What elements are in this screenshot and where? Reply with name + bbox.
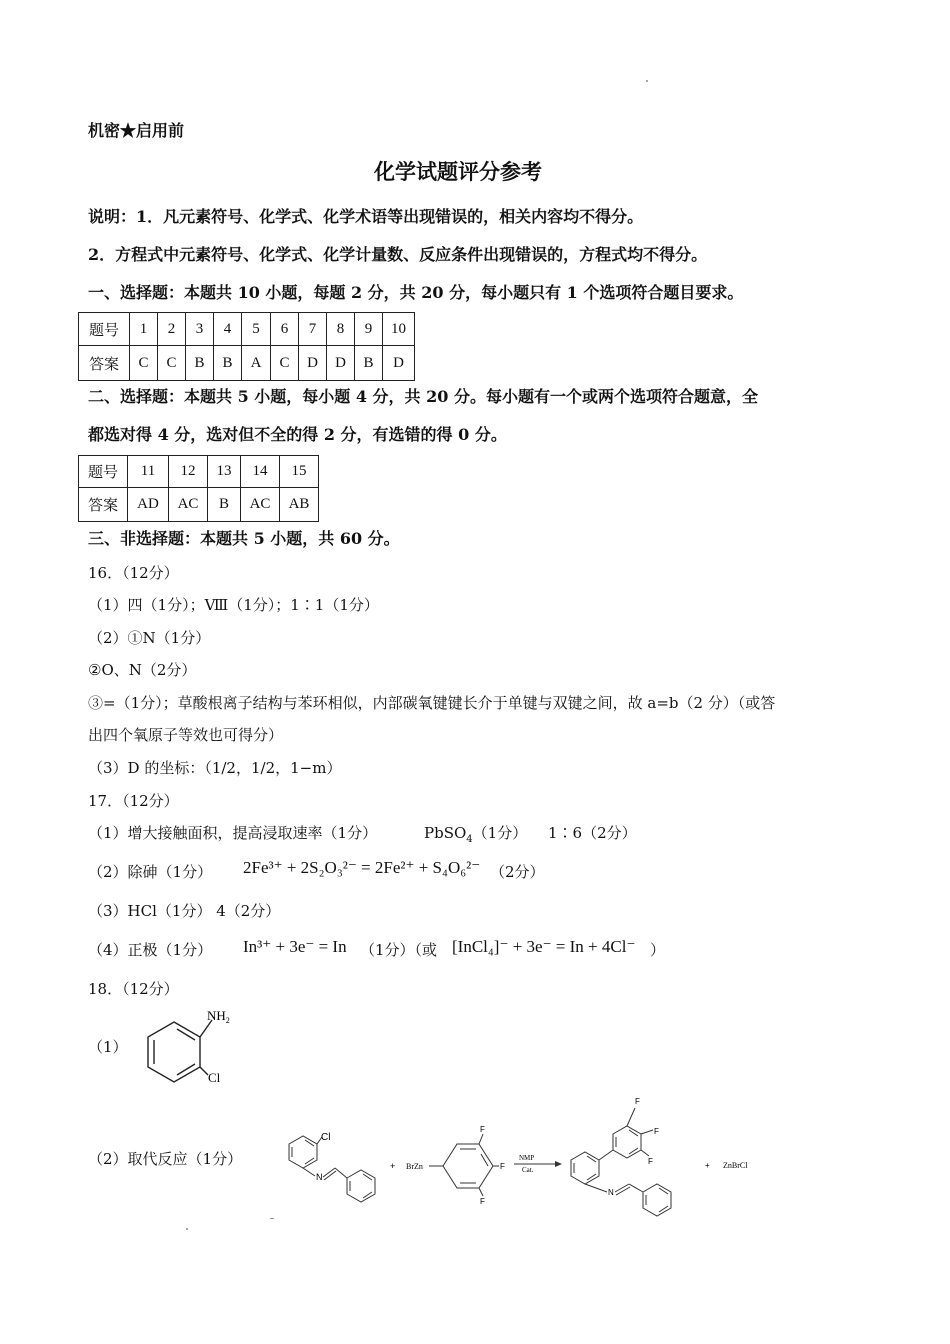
scan-dot — [186, 1228, 188, 1230]
answer-cell: A — [242, 346, 271, 381]
q16-part1: （1）四（1分）；Ⅷ（1分）；1∶1（1分） — [88, 596, 379, 614]
scan-dot — [646, 80, 648, 82]
section1-heading: 一、选择题：本题共 10 小题，每题 2 分，共 20 分，每小题只有 1 个选项符合题目要求。 — [88, 283, 744, 302]
svg-text:F: F — [500, 1162, 505, 1171]
plus-sign: + — [705, 1161, 710, 1170]
q17-equation-3: [InCl₄]⁻ + 3e⁻ = In + 4Cl⁻ — [452, 937, 636, 956]
svg-text:F: F — [648, 1157, 653, 1166]
q16-title: 16．（12分） — [88, 564, 179, 582]
answer-cell: D — [327, 346, 355, 381]
question-number: 6 — [271, 313, 299, 346]
question-number: 5 — [242, 313, 271, 346]
question-number: 9 — [355, 313, 383, 346]
svg-text:F: F — [480, 1197, 485, 1206]
section2-heading-line2: 都选对得 4 分，选对但不全的得 2 分，有选错的得 0 分。 — [88, 425, 507, 444]
answer-cell: C — [271, 346, 299, 381]
byproduct-label: ZnBrCl — [723, 1161, 748, 1170]
chlorine-label: Cl — [208, 1070, 221, 1085]
answer-cell: B — [186, 346, 214, 381]
svg-text:N: N — [608, 1188, 614, 1197]
question-number: 7 — [299, 313, 327, 346]
answer-cell: B — [214, 346, 242, 381]
question-number: 12 — [169, 456, 208, 488]
scan-dot — [270, 1218, 274, 1219]
q17-part3: （3）HCl（1分） 4（2分） — [88, 902, 281, 920]
answer-cell: AD — [128, 488, 169, 522]
q16-part2c-line1: ③=（1分）；草酸根离子结构与苯环相似，内部碳氧键键长介于单键与双键之间，故 a=b（2 分）（或答 — [88, 694, 776, 712]
svg-text:N: N — [316, 1172, 323, 1182]
reaction-scheme — [265, 1092, 785, 1227]
q17-part2-score: （2分） — [490, 863, 545, 881]
question-number: 11 — [128, 456, 169, 488]
q17-part1-product: PbSO$_4$（1分） — [424, 824, 528, 845]
question-number: 8 — [327, 313, 355, 346]
svg-text:BrZn: BrZn — [406, 1162, 423, 1171]
product-biaryl — [571, 1097, 671, 1216]
note-line-1: 说明：1．凡元素符号、化学式、化学术语等出现错误的，相关内容均不得分。 — [88, 207, 644, 226]
q16-part2b: ②O、N（2分） — [88, 661, 197, 679]
q17-equation-2: In³⁺ + 3e⁻ = In — [243, 937, 347, 956]
svg-text:F: F — [635, 1097, 640, 1106]
reaction-arrow — [514, 1154, 562, 1174]
note-line-2: 2．方程式中元素符号、化学式、化学计量数、反应条件出现错误的，方程式均不得分。 — [88, 245, 708, 264]
q18-title: 18．（12分） — [88, 980, 179, 998]
question-number: 15 — [280, 456, 319, 488]
q17-part1-ratio: 1∶6（2分） — [548, 824, 637, 842]
q17-part4: （4）正极（1分） — [88, 941, 213, 959]
table-header-cell: 题号 — [79, 456, 128, 488]
q17-part2: （2）除砷（1分） — [88, 863, 213, 881]
question-number: 2 — [158, 313, 186, 346]
answer-cell: D — [383, 346, 415, 381]
question-number: 14 — [241, 456, 280, 488]
answer-cell: C — [130, 346, 158, 381]
svg-text:NMP: NMP — [519, 1154, 535, 1162]
svg-text:Cl: Cl — [321, 1132, 331, 1143]
svg-text:F: F — [480, 1125, 485, 1134]
answer-cell: AC — [169, 488, 208, 522]
table-header-cell: 答案 — [79, 346, 130, 381]
table-header-cell: 答案 — [79, 488, 128, 522]
svg-text:Cat.: Cat. — [522, 1166, 534, 1174]
answer-cell: AB — [280, 488, 319, 522]
amine-label: $NH_2$ — [207, 1008, 230, 1025]
chloroaniline-structure — [120, 1000, 250, 1095]
question-number: 13 — [208, 456, 241, 488]
answer-cell: C — [158, 346, 186, 381]
question-number: 10 — [383, 313, 415, 346]
q17-title: 17．（12分） — [88, 792, 179, 810]
answer-cell: D — [299, 346, 327, 381]
answer-cell: AC — [241, 488, 280, 522]
page-title: 化学试题评分参考 — [374, 159, 542, 184]
section1-answer-table — [78, 312, 415, 381]
reactant-organozinc — [406, 1125, 505, 1206]
q18-part2: （2）取代反应（1分） — [88, 1150, 243, 1168]
question-number: 1 — [130, 313, 158, 346]
question-number: 4 — [214, 313, 242, 346]
table-header-cell: 题号 — [79, 313, 130, 346]
q16-part3: （3）D 的坐标：（1/2，1/2，1−m） — [88, 759, 342, 777]
question-number: 3 — [186, 313, 214, 346]
q16-part2c-line2: 出四个氧原子等效也可得分） — [88, 726, 284, 744]
q17-part4-score: （1分）（或 — [360, 941, 438, 959]
q16-part2: （2）①N（1分） — [88, 629, 211, 647]
q17-part1: （1）增大接触面积，提高浸取速率（1分） — [88, 824, 378, 842]
q18-part1: （1） — [88, 1038, 128, 1056]
reactant-imine — [289, 1132, 375, 1202]
answer-cell: B — [208, 488, 241, 522]
q17-part4-close: ） — [650, 941, 666, 959]
section2-heading-line1: 二、选择题：本题共 5 小题，每小题 4 分，共 20 分。每小题有一个或两个选项符合题意，全 — [88, 387, 758, 406]
section2-answer-table — [78, 455, 319, 522]
section3-heading: 三、非选择题：本题共 5 小题，共 60 分。 — [88, 529, 400, 548]
q17-equation-1: 2Fe³⁺ + 2S₂O₃²⁻ = 2Fe²⁺ + S₄O₆²⁻ — [243, 858, 481, 877]
confidential-label: 机密★启用前 — [88, 121, 185, 140]
svg-text:F: F — [654, 1127, 659, 1136]
plus-sign: + — [390, 1161, 396, 1171]
answer-cell: B — [355, 346, 383, 381]
